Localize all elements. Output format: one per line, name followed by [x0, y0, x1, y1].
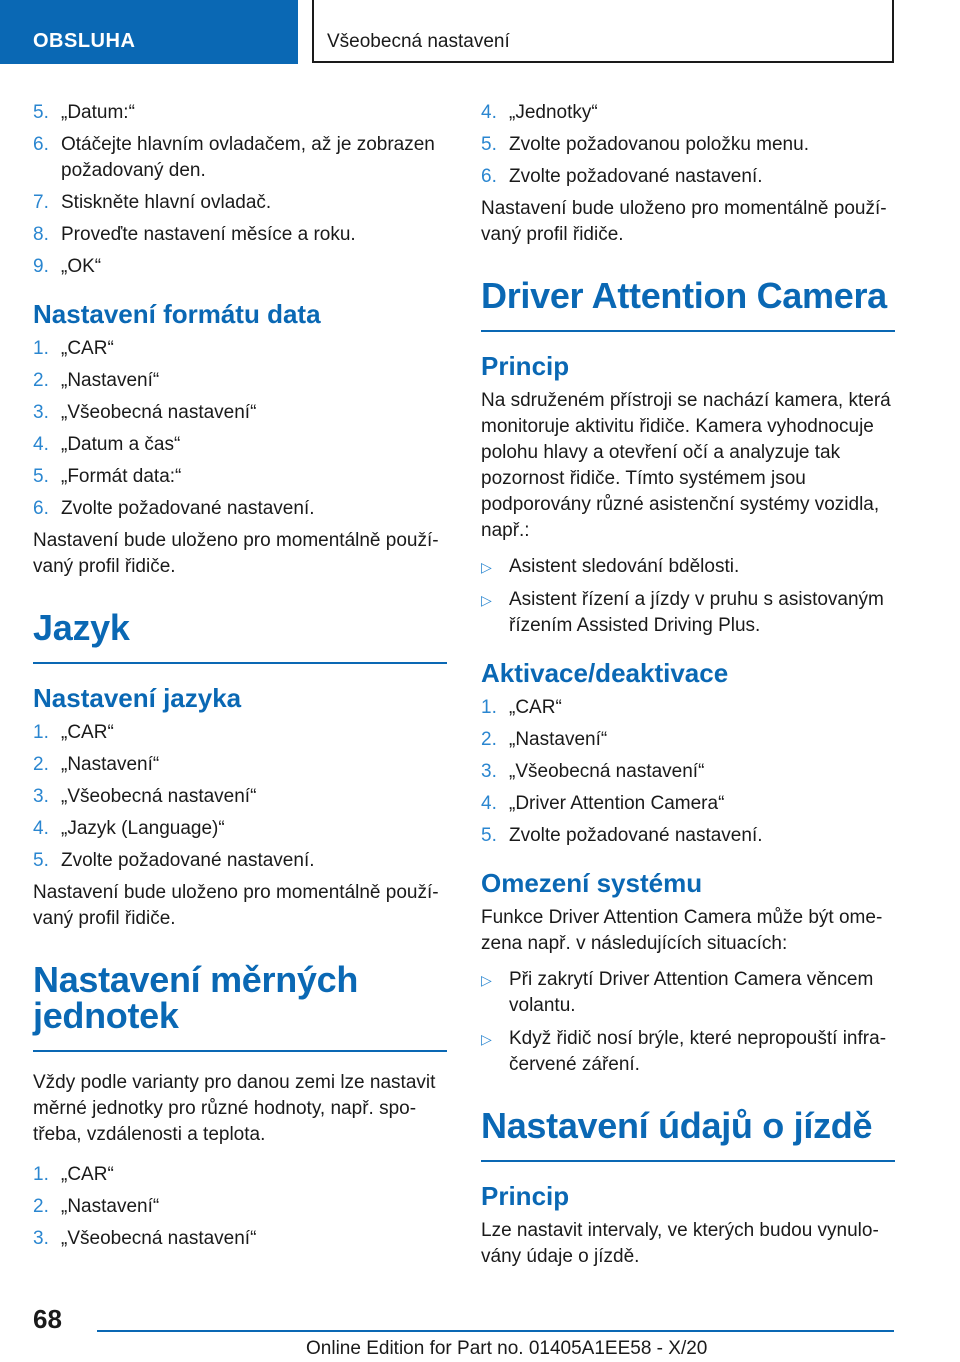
date-format-heading: Nastavení formátu data — [33, 299, 321, 329]
list-item — [33, 132, 447, 184]
language-title: Jazyk — [33, 610, 447, 664]
list-item — [33, 720, 447, 746]
step-text: „CAR“ — [61, 1164, 114, 1185]
trip-principle-heading: Princip — [481, 1181, 570, 1211]
step-number: 1. — [33, 722, 49, 743]
list-item — [33, 848, 447, 874]
list-item — [33, 816, 447, 842]
list-item — [33, 222, 447, 248]
step-number: 1. — [33, 338, 49, 359]
units-title: Nastavení měrných jednotek — [33, 962, 447, 1052]
step-number: 4. — [481, 102, 497, 123]
step-number: 1. — [481, 697, 497, 718]
list-item — [481, 1026, 895, 1078]
page-number: 68 — [33, 1304, 62, 1334]
step-number: 2. — [33, 370, 49, 391]
camera-title: Driver Attention Camera — [481, 278, 895, 332]
triangle-bullet-icon: ▷ — [481, 1031, 492, 1047]
triangle-bullet-icon: ▷ — [481, 592, 492, 608]
list-item — [481, 695, 895, 721]
header-chapter-title: Všeobecná nastavení — [327, 31, 510, 52]
units-note: Nastavení bude uloženo pro momentálně používaný profil řidiče. — [481, 198, 887, 245]
step-text: „Všeobecná nastavení“ — [509, 761, 705, 782]
step-number: 7. — [33, 192, 49, 213]
language-heading: Nastavení jazyka — [33, 683, 242, 713]
activation-steps-list — [481, 695, 895, 849]
step-text: „Jednotky“ — [509, 102, 598, 123]
bullet-text: Při zakrytí Driver Attention Camera věncem volantu. — [509, 969, 874, 1016]
footer-edition: Online Edition for Part no. 01405A1EE58 - X/20 — [306, 1338, 708, 1359]
date-format-steps-list — [33, 336, 447, 522]
step-number: 4. — [33, 818, 49, 839]
list-item — [33, 336, 447, 362]
date-steps-list — [33, 100, 447, 280]
step-number: 2. — [481, 729, 497, 750]
units-steps-list — [33, 1162, 447, 1252]
list-item — [33, 1226, 447, 1252]
step-text: „OK“ — [61, 256, 102, 277]
list-item — [481, 823, 895, 849]
step-number: 6. — [481, 166, 497, 187]
list-item — [33, 1194, 447, 1220]
limits-heading: Omezení systému — [481, 868, 703, 898]
step-text: Zvolte požadované nastavení. — [509, 825, 763, 846]
list-item — [33, 1162, 447, 1188]
list-item — [33, 100, 447, 126]
list-item — [33, 464, 447, 490]
step-text: „Nastavení“ — [61, 754, 160, 775]
header-section-tab — [0, 0, 298, 64]
step-text: „Formát data:“ — [61, 466, 182, 487]
list-item — [481, 759, 895, 785]
trip-title: Nastavení údajů o jízdě — [481, 1108, 895, 1162]
step-text: Zvolte požadované nastavení. — [509, 166, 763, 187]
step-number: 3. — [33, 402, 49, 423]
step-text: „Jazyk (Language)“ — [61, 818, 225, 839]
step-text: Zvolte požadovanou položku menu. — [509, 134, 809, 155]
step-text: „CAR“ — [509, 697, 562, 718]
step-number: 6. — [33, 134, 49, 155]
bullet-text: Asistent řízení a jízdy v pruhu s asistovaným řízením Assisted Driving Plus. — [509, 589, 884, 636]
step-text: „Všeobecná nastavení“ — [61, 1228, 257, 1249]
list-item — [33, 368, 447, 394]
step-number: 8. — [33, 224, 49, 245]
step-text: „Datum a čas“ — [61, 434, 181, 455]
step-number: 9. — [33, 256, 49, 277]
step-number: 5. — [33, 102, 49, 123]
step-number: 3. — [481, 761, 497, 782]
step-text: „Datum:“ — [61, 102, 135, 123]
activation-heading: Aktivace/deaktivace — [481, 658, 729, 688]
right-column — [481, 100, 895, 1276]
step-number: 4. — [33, 434, 49, 455]
step-text: „Driver Attention Camera“ — [509, 793, 725, 814]
step-text: Zvolte požadované nastavení. — [61, 498, 315, 519]
left-column — [33, 100, 447, 1258]
language-steps-list — [33, 720, 447, 874]
step-number: 3. — [33, 786, 49, 807]
list-item — [481, 791, 895, 817]
step-number: 4. — [481, 793, 497, 814]
step-number: 5. — [33, 850, 49, 871]
limits-list — [481, 967, 895, 1078]
step-number: 1. — [33, 1164, 49, 1185]
step-text: Proveďte nastavení měsíce a roku. — [61, 224, 356, 245]
list-item — [33, 254, 447, 280]
camera-principle-text: Na sdruženém přístroji se nachází kamera, která monitoruje aktivitu řidiče. Kamera vyhodnocuje polohu hlavy a otevření očí a analyzuje tak pozornost řidiče. Tímto systémem jsou podporovány různé asistenční systémy vozidla, např.: — [481, 390, 891, 541]
step-number: 5. — [481, 825, 497, 846]
list-item — [481, 727, 895, 753]
step-number: 6. — [33, 498, 49, 519]
triangle-bullet-icon: ▷ — [481, 972, 492, 988]
step-number: 3. — [33, 1228, 49, 1249]
triangle-bullet-icon: ▷ — [481, 559, 492, 575]
list-item — [481, 554, 895, 580]
header-chapter-box — [312, 0, 894, 63]
header-section-label: OBSLUHA — [33, 30, 136, 52]
step-text: Otáčejte hlavním ovladačem, až je zobrazen požadovaný den. — [61, 134, 435, 181]
step-text: „Nastavení“ — [61, 370, 160, 391]
list-item — [481, 132, 895, 158]
step-text: „Nastavení“ — [61, 1196, 160, 1217]
bullet-text: Asistent sledování bdělosti. — [509, 556, 740, 577]
step-text: „CAR“ — [61, 338, 114, 359]
footer-divider — [97, 1330, 894, 1332]
list-item — [33, 752, 447, 778]
step-text: „Nastavení“ — [509, 729, 608, 750]
step-text: Stiskněte hlavní ovladač. — [61, 192, 272, 213]
list-item — [481, 967, 895, 1019]
step-text: „Všeobecná nastavení“ — [61, 786, 257, 807]
step-number: 5. — [481, 134, 497, 155]
list-item — [33, 496, 447, 522]
list-item — [33, 784, 447, 810]
step-text: Zvolte požadované nastavení. — [61, 850, 315, 871]
list-item — [481, 587, 895, 639]
list-item — [33, 432, 447, 458]
units-steps-continued-list — [481, 100, 895, 190]
list-item — [481, 100, 895, 126]
step-number: 5. — [33, 466, 49, 487]
date-format-note: Nastavení bude uloženo pro momentálně používaný profil řidiče. — [33, 530, 439, 577]
step-text: „CAR“ — [61, 722, 114, 743]
list-item — [481, 164, 895, 190]
list-item — [33, 190, 447, 216]
step-number: 2. — [33, 1196, 49, 1217]
step-number: 2. — [33, 754, 49, 775]
step-text: „Všeobecná nastavení“ — [61, 402, 257, 423]
bullet-text: Když řidič nosí brýle, které nepropouští infračervené záření. — [509, 1028, 887, 1075]
trip-principle-text: Lze nastavit intervaly, ve kterých budou vynulovány údaje o jízdě. — [481, 1220, 879, 1267]
limits-text: Funkce Driver Attention Camera může být omezena např. v následujících situacích: — [481, 907, 883, 954]
camera-principle-heading: Princip — [481, 351, 570, 381]
language-note: Nastavení bude uloženo pro momentálně používaný profil řidiče. — [33, 882, 439, 929]
list-item — [33, 400, 447, 426]
units-intro: Vždy podle varianty pro danou zemi lze nastavit měrné jednotky pro různé hodnoty, např. spotřeba, vzdálenosti a teplota. — [33, 1072, 436, 1145]
camera-systems-list — [481, 554, 895, 639]
